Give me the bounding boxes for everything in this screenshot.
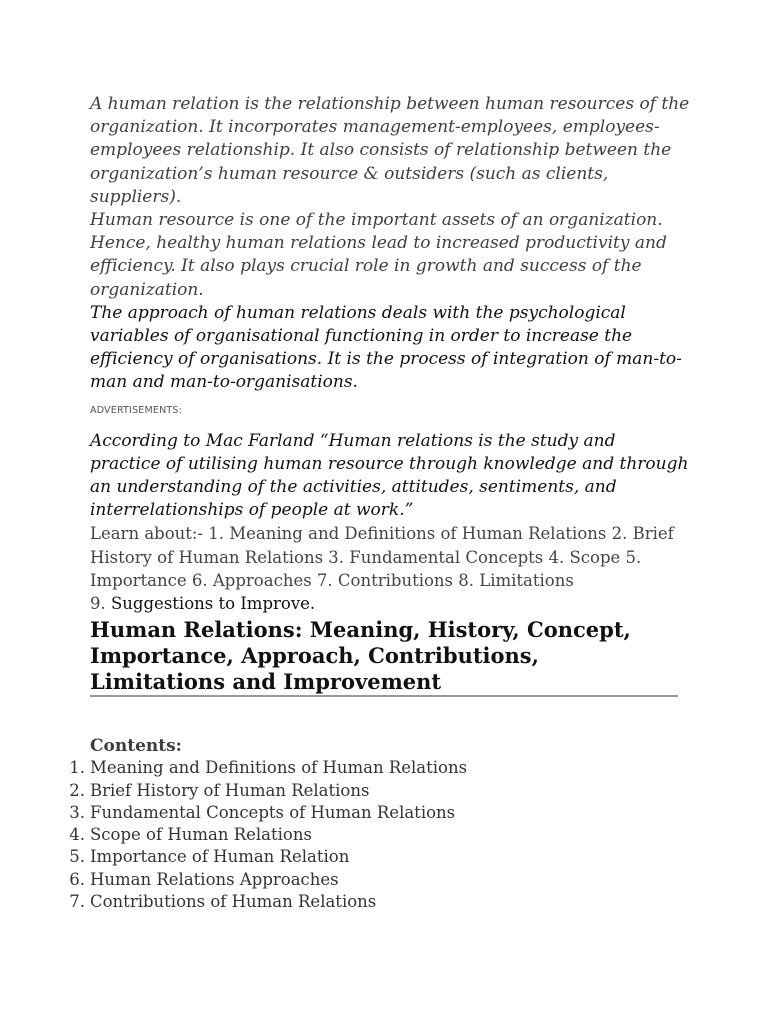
intro-paragraph-2: Human resource is one of the important assets of an organization. Hence, healthy human relations lead to increased productivity and efficiency. It also plays crucial role in growth and success of the organization.: [90, 210, 667, 300]
contents-item[interactable]: [69, 802, 690, 824]
contents-item[interactable]: [69, 869, 690, 891]
intro-paragraph-1: A human relation is the relationship between human resources of the organization. It incorporates management-employees, employees-employees relationship. It also consists of relationship between the organization’s human resource & outsiders (such as clients, suppliers).: [90, 94, 690, 207]
contents-item[interactable]: [69, 824, 690, 846]
contents-item-number: 7.: [69, 892, 85, 912]
contents-item[interactable]: [69, 891, 690, 913]
intro-paragraph-3: The approach of human relations deals with the psychological variables of organisational functioning in order to increase the efficiency of organisations. It is the process of integration of man-to-man and man-to-organisations.: [90, 302, 682, 393]
learn-about-text: Learn about:- 1. Meaning and Definitions of Human Relations 2. Brief History of Human Relations 3. Fundamental Concepts 4. Scope 5. Importance 6. Approaches 7. Contributions 8. Limitations: [90, 524, 674, 590]
learn-about-last-num: 9.: [90, 594, 106, 614]
contents-item[interactable]: [69, 846, 690, 868]
learn-about-last-item[interactable]: Suggestions to Improve.: [111, 594, 316, 614]
contents-title: Contents:: [90, 736, 182, 757]
contents-item-number: 5.: [69, 847, 85, 867]
article-body: [69, 93, 690, 913]
contents-item[interactable]: [69, 780, 690, 802]
contents-item-label[interactable]: Scope of Human Relations: [90, 825, 312, 845]
contents-item[interactable]: [69, 757, 690, 779]
contents-item-label[interactable]: Fundamental Concepts of Human Relations: [90, 802, 456, 822]
contents-item-number: 3.: [69, 802, 85, 822]
advertisements-label: ADVERTISEMENTS:: [90, 404, 183, 416]
contents-item-number: 6.: [69, 869, 85, 889]
contents-item-number: 2.: [69, 780, 85, 800]
article-heading: Human Relations: Meaning, History, Concept, Importance, Approach, Contributions, Limitations and Improvement: [90, 617, 678, 697]
quote-paragraph: According to Mac Farland “Human relations is the study and practice of utilising human resource through knowledge and through an understanding of the activities, attitudes, sentiments, and interrelationships of people at work.”: [90, 430, 689, 521]
contents-list: [69, 757, 690, 913]
contents-item-label[interactable]: Human Relations Approaches: [90, 869, 339, 889]
contents-item-number: 1.: [69, 758, 85, 778]
contents-item-label[interactable]: Importance of Human Relation: [90, 847, 350, 867]
contents-item-label[interactable]: Contributions of Human Relations: [90, 892, 377, 912]
learn-about-paragraph: [90, 522, 690, 615]
contents-item-number: 4.: [69, 825, 85, 845]
contents-item-label[interactable]: Meaning and Definitions of Human Relations: [90, 758, 468, 778]
contents-item-label[interactable]: Brief History of Human Relations: [90, 780, 370, 800]
